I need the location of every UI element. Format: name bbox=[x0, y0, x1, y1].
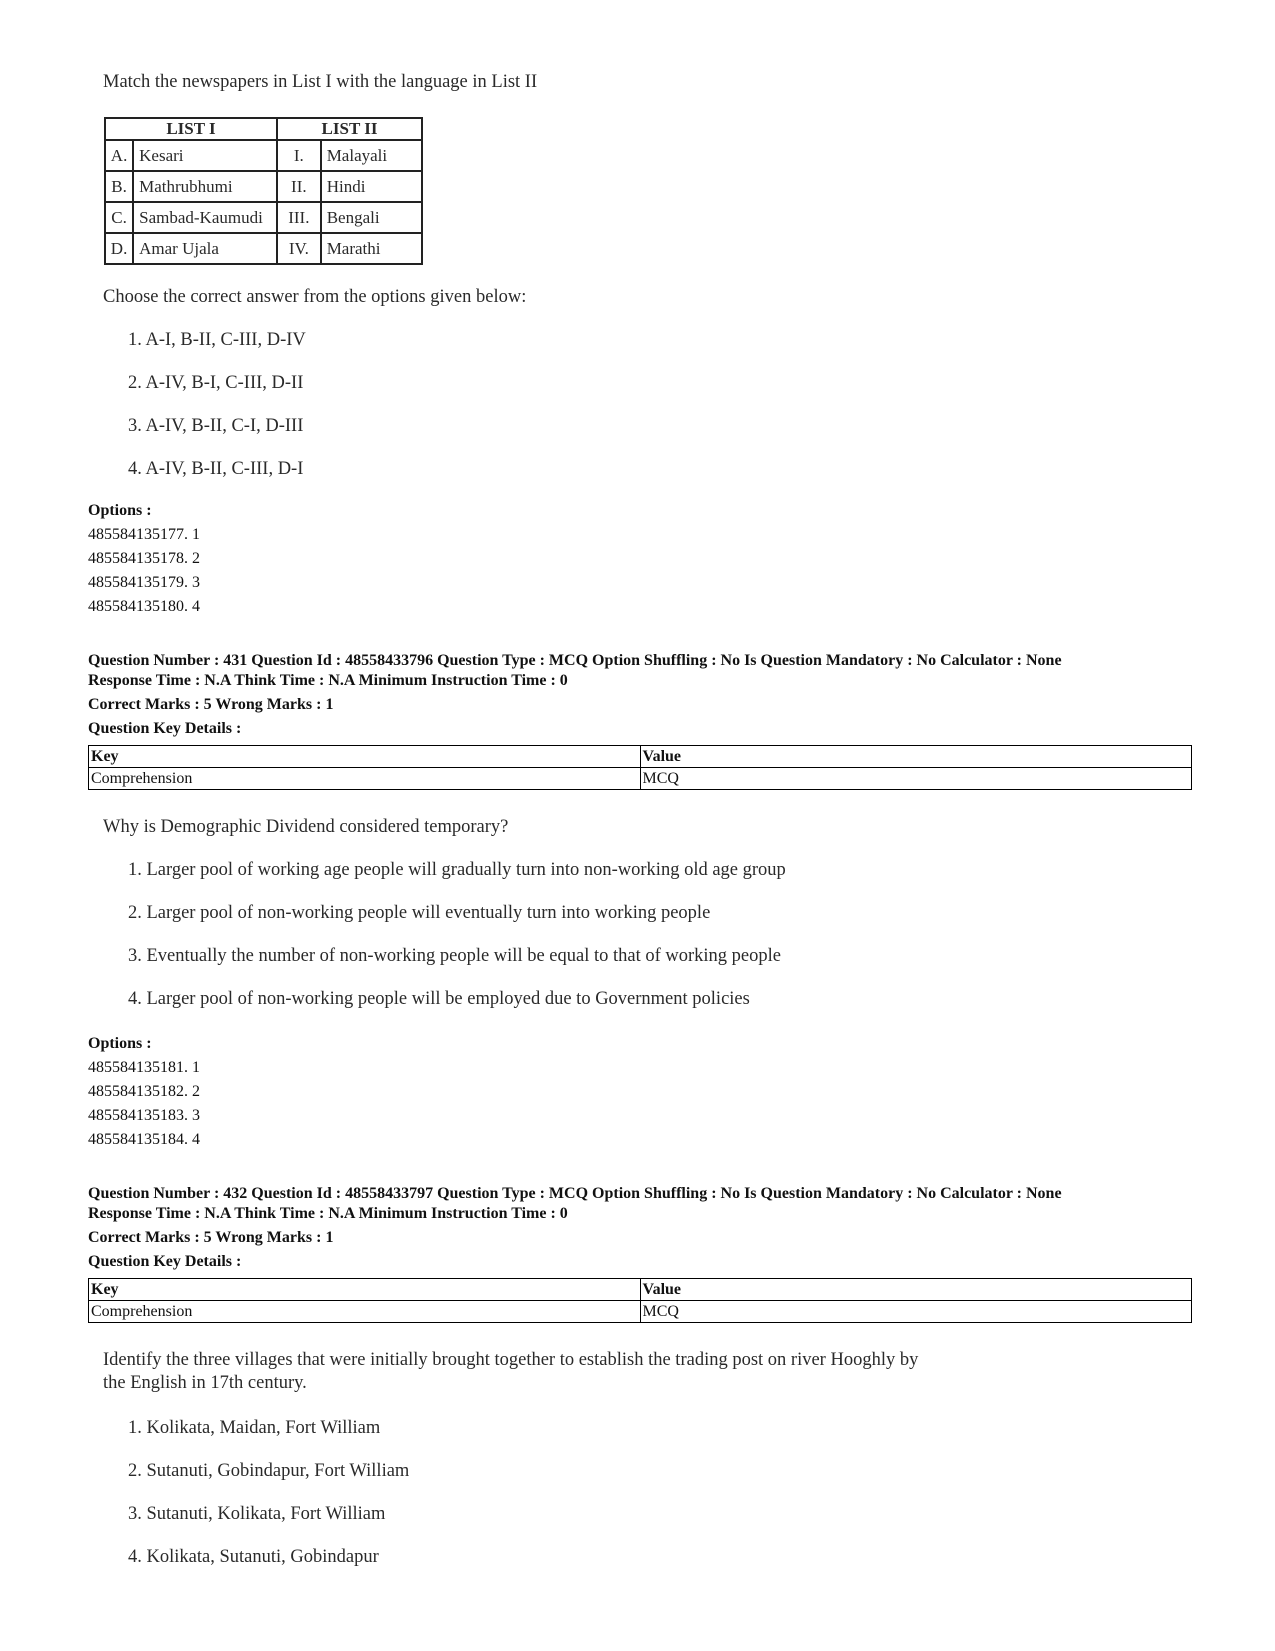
list-1-item: Kesari bbox=[133, 140, 277, 171]
key-details-label: Question Key Details : bbox=[88, 720, 242, 737]
question-prompt: Identify the three villages that were initially brought together to establish the trading post on river Hooghly by bbox=[103, 1350, 919, 1370]
table-row bbox=[105, 202, 422, 233]
table-row bbox=[89, 1301, 1192, 1323]
list-1-header: LIST I bbox=[105, 118, 277, 140]
answer-choice: 2. A-IV, B-I, C-III, D-II bbox=[128, 373, 304, 393]
answer-choice: 1. Kolikata, Maidan, Fort William bbox=[128, 1418, 381, 1438]
list-2-item: Bengali bbox=[321, 202, 422, 233]
answer-choice: 2. Sutanuti, Gobindapur, Fort William bbox=[128, 1461, 410, 1481]
list-2-label: II. bbox=[277, 171, 321, 202]
answer-choice: 1. A-I, B-II, C-III, D-IV bbox=[128, 330, 306, 350]
key-cell: Comprehension bbox=[89, 768, 641, 790]
list-1-item: Sambad-Kaumudi bbox=[133, 202, 277, 233]
list-1-label: D. bbox=[105, 233, 133, 264]
list-1-item: Amar Ujala bbox=[133, 233, 277, 264]
answer-choice: 3. Sutanuti, Kolikata, Fort William bbox=[128, 1504, 386, 1524]
match-table-header bbox=[105, 118, 422, 140]
question-timing: Response Time : N.A Think Time : N.A Minimum Instruction Time : 0 bbox=[88, 1205, 568, 1222]
question-timing: Response Time : N.A Think Time : N.A Minimum Instruction Time : 0 bbox=[88, 672, 568, 689]
key-details-table bbox=[88, 745, 1192, 790]
answer-choice: 4. Kolikata, Sutanuti, Gobindapur bbox=[128, 1547, 379, 1567]
list-2-label: III. bbox=[277, 202, 321, 233]
list-1-label: C. bbox=[105, 202, 133, 233]
option-id: 485584135183. 3 bbox=[88, 1107, 200, 1124]
key-details-label: Question Key Details : bbox=[88, 1253, 242, 1270]
match-table bbox=[104, 117, 423, 265]
answer-choice: 4. A-IV, B-II, C-III, D-I bbox=[128, 459, 304, 479]
question-marks: Correct Marks : 5 Wrong Marks : 1 bbox=[88, 1229, 334, 1246]
question-prompt: Match the newspapers in List I with the language in List II bbox=[103, 72, 538, 92]
options-label: Options : bbox=[88, 1035, 152, 1052]
key-header: Key bbox=[89, 1279, 641, 1301]
option-id: 485584135180. 4 bbox=[88, 598, 200, 615]
list-1-label: A. bbox=[105, 140, 133, 171]
question-meta: Question Number : 432 Question Id : 48558433797 Question Type : MCQ Option Shuffling : No Is Question Mandatory : No Calculator : None bbox=[88, 1185, 1062, 1202]
choose-instruction: Choose the correct answer from the options given below: bbox=[103, 287, 527, 307]
value-cell: MCQ bbox=[640, 1301, 1192, 1323]
list-1-label: B. bbox=[105, 171, 133, 202]
key-header: Key bbox=[89, 746, 641, 768]
list-2-label: I. bbox=[277, 140, 321, 171]
value-cell: MCQ bbox=[640, 768, 1192, 790]
table-row bbox=[89, 1279, 1192, 1301]
option-id: 485584135182. 2 bbox=[88, 1083, 200, 1100]
question-prompt: Why is Demographic Dividend considered temporary? bbox=[103, 817, 509, 837]
list-2-header: LIST II bbox=[277, 118, 422, 140]
options-label: Options : bbox=[88, 502, 152, 519]
table-row bbox=[105, 140, 422, 171]
table-row bbox=[105, 233, 422, 264]
list-2-item: Malayali bbox=[321, 140, 422, 171]
question-meta: Question Number : 431 Question Id : 48558433796 Question Type : MCQ Option Shuffling : No Is Question Mandatory : No Calculator : None bbox=[88, 652, 1062, 669]
table-row bbox=[89, 768, 1192, 790]
option-id: 485584135179. 3 bbox=[88, 574, 200, 591]
option-id: 485584135177. 1 bbox=[88, 526, 200, 543]
option-id: 485584135184. 4 bbox=[88, 1131, 200, 1148]
key-details-table bbox=[88, 1278, 1192, 1323]
list-2-item: Marathi bbox=[321, 233, 422, 264]
question-marks: Correct Marks : 5 Wrong Marks : 1 bbox=[88, 696, 334, 713]
key-cell: Comprehension bbox=[89, 1301, 641, 1323]
table-row bbox=[105, 171, 422, 202]
table-row bbox=[89, 746, 1192, 768]
answer-choice: 4. Larger pool of non-working people will be employed due to Government policies bbox=[128, 989, 750, 1009]
value-header: Value bbox=[640, 1279, 1192, 1301]
option-id: 485584135178. 2 bbox=[88, 550, 200, 567]
answer-choice: 1. Larger pool of working age people will gradually turn into non-working old age group bbox=[128, 860, 786, 880]
option-id: 485584135181. 1 bbox=[88, 1059, 200, 1076]
answer-choice: 3. A-IV, B-II, C-I, D-III bbox=[128, 416, 304, 436]
question-prompt-continued: the English in 17th century. bbox=[103, 1373, 307, 1393]
value-header: Value bbox=[640, 746, 1192, 768]
list-1-item: Mathrubhumi bbox=[133, 171, 277, 202]
answer-choice: 2. Larger pool of non-working people will eventually turn into working people bbox=[128, 903, 711, 923]
list-2-label: IV. bbox=[277, 233, 321, 264]
list-2-item: Hindi bbox=[321, 171, 422, 202]
answer-choice: 3. Eventually the number of non-working people will be equal to that of working people bbox=[128, 946, 781, 966]
